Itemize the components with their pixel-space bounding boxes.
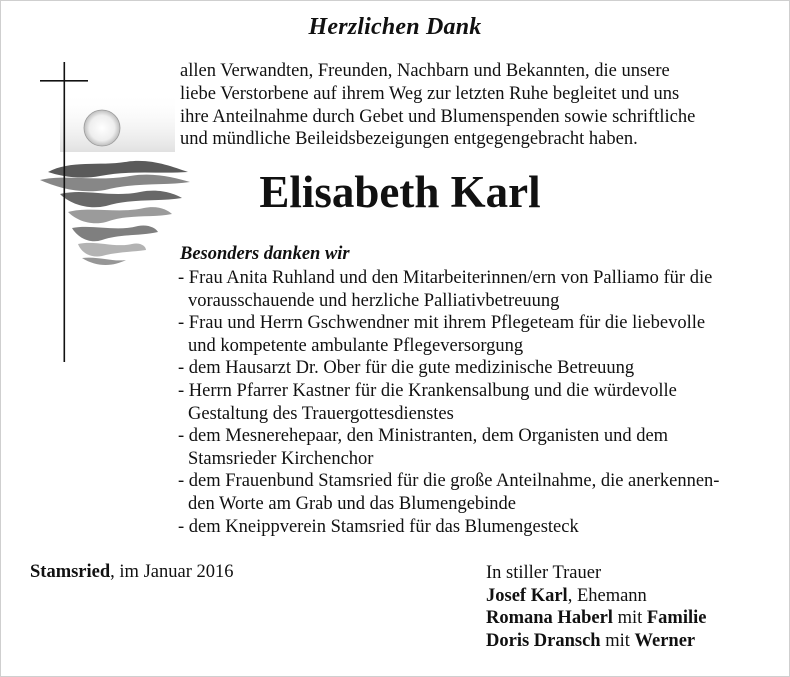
sun-icon bbox=[84, 110, 120, 146]
thanks-item-continuation: Stamsrieder Kirchenchor bbox=[188, 448, 374, 469]
signer-family: Familie bbox=[646, 608, 707, 629]
mourning-intro: In stiller Trauer bbox=[486, 563, 602, 583]
signer-relation: , Ehemann bbox=[567, 585, 647, 606]
date-text: , im Januar 2016 bbox=[110, 562, 234, 582]
thanks-item-line: - Frau und Herrn Gschwendner mit ihrem Pflegeteam für die liebevolle bbox=[178, 313, 706, 334]
intro-line: und mündliche Beileidsbezeigungen entgegengebracht haben. bbox=[180, 129, 638, 150]
signer-connector: mit bbox=[600, 630, 635, 651]
deceased-name: Elisabeth Karl bbox=[259, 167, 541, 217]
thanks-item-continuation: und kompetente ambulante Pflegeversorgung bbox=[188, 335, 524, 356]
signature-line bbox=[486, 607, 706, 630]
signer-name: Josef Karl bbox=[486, 585, 568, 606]
intro-line: allen Verwandten, Freunden, Nachbarn und Bekannten, die unsere bbox=[180, 61, 670, 81]
thanks-item-line: - dem Hausarzt Dr. Ober für die gute medizinische Betreuung bbox=[178, 358, 635, 379]
signer-connector: mit bbox=[612, 608, 647, 629]
intro-line: liebe Verstorbene auf ihrem Weg zur letzten Ruhe begleitet und uns bbox=[180, 83, 680, 104]
thanks-item-line: - Herrn Pfarrer Kastner für die Krankensalbung und die würdevolle bbox=[178, 380, 677, 401]
signer-name: Doris Dransch bbox=[486, 630, 601, 651]
intro-line: ihre Anteilnahme durch Gebet und Blumenspenden sowie schriftliche bbox=[180, 106, 696, 127]
thanks-item-continuation: Gestaltung des Trauergottesdienstes bbox=[188, 403, 454, 424]
signature-line bbox=[486, 585, 706, 608]
intro-paragraph bbox=[180, 60, 780, 151]
place-name: Stamsried bbox=[30, 562, 111, 582]
thanks-item-continuation: vorausschauende und herzliche Palliativbetreuung bbox=[188, 290, 560, 311]
signature-line bbox=[486, 630, 706, 653]
signer-family: Werner bbox=[634, 630, 696, 651]
signer-name: Romana Haberl bbox=[486, 608, 613, 629]
thanks-item-line: - Frau Anita Ruhland und den Mitarbeiterinnen/ern von Palliamo für die bbox=[178, 268, 713, 288]
thanks-subheading: Besonders danken wir bbox=[180, 244, 350, 264]
signatures-block bbox=[486, 562, 706, 652]
thanks-list bbox=[178, 267, 778, 538]
notice-heading: Herzlichen Dank bbox=[308, 14, 482, 40]
place-date bbox=[30, 562, 233, 583]
thanks-item-line: - dem Mesnerehepaar, den Ministranten, dem Organisten und dem bbox=[178, 426, 669, 447]
thanks-item-line: - dem Kneippverein Stamsried für das Blumengesteck bbox=[178, 516, 579, 537]
thanks-item-continuation: den Worte am Grab und das Blumengebinde bbox=[188, 493, 517, 514]
thanks-item-line: - dem Frauenbund Stamsried für die große Anteilnahme, die anerkennen- bbox=[178, 471, 720, 492]
